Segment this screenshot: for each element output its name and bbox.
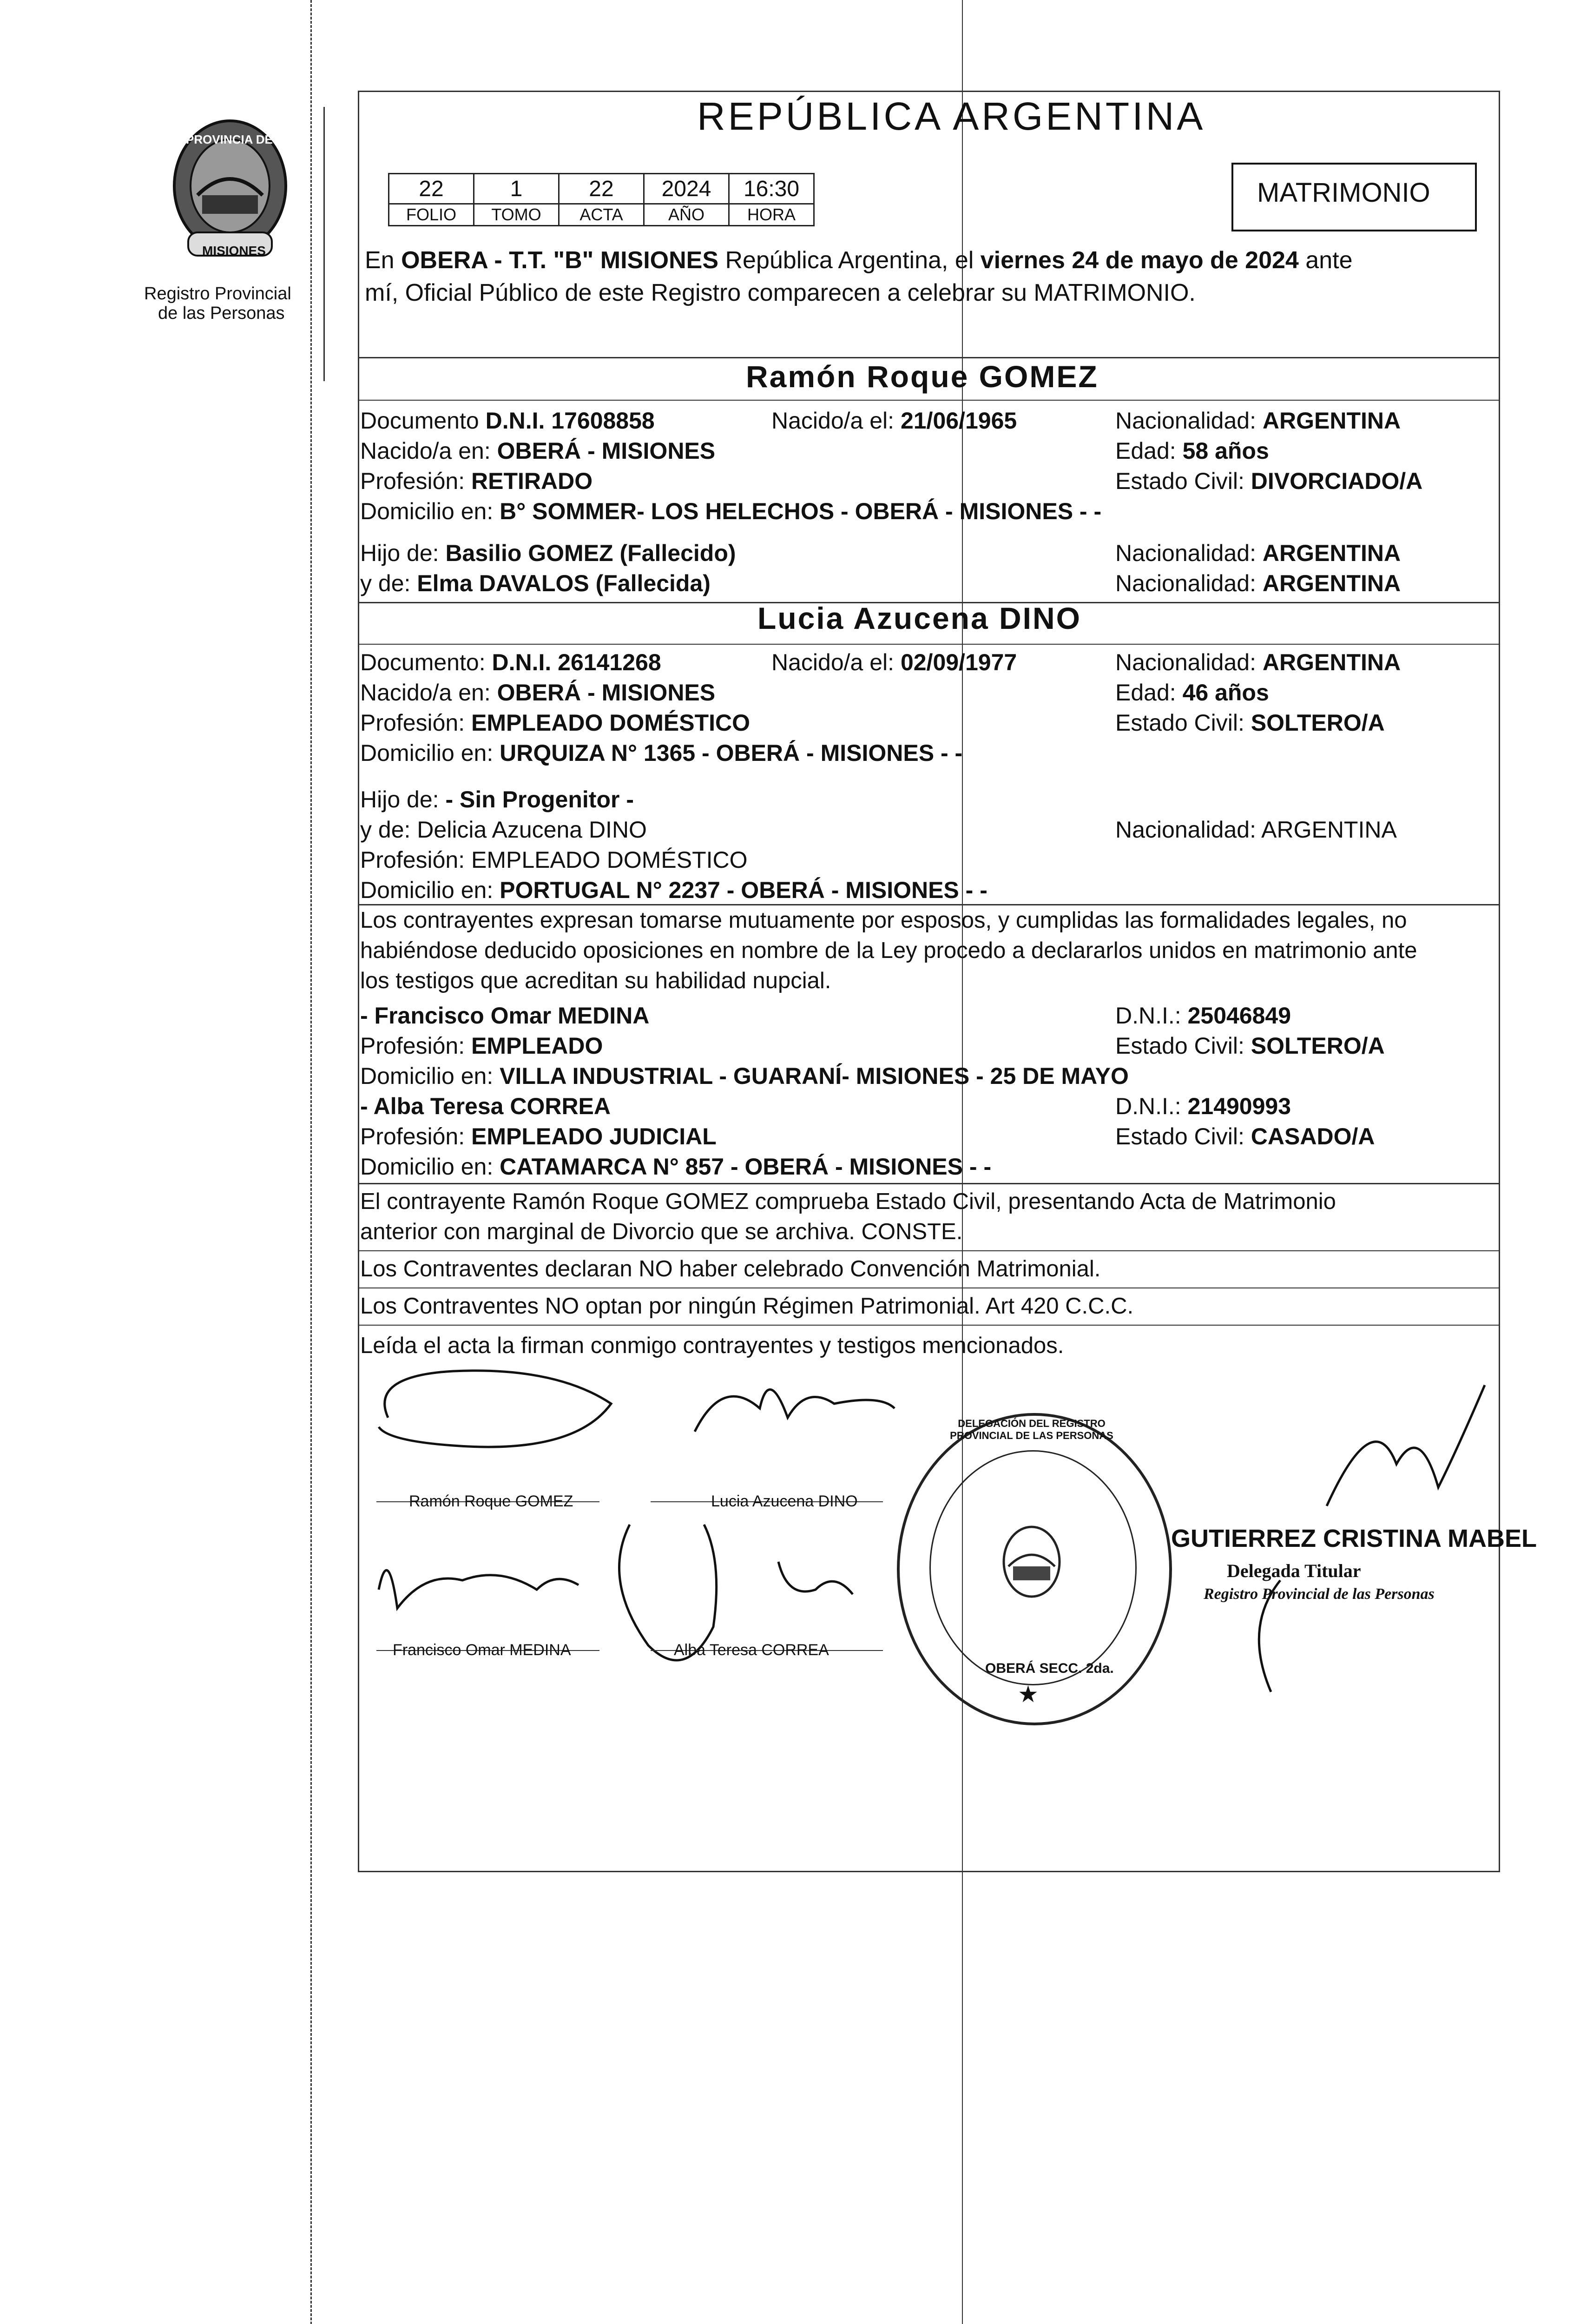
signature-3-icon [379, 1570, 579, 1608]
party2-mother-dom-label: Domicilio en: [360, 877, 500, 903]
party2-mother-value: Delicia Azucena DINO [417, 817, 647, 843]
signature-caption-1: Ramón Roque GOMEZ [409, 1492, 573, 1510]
party2-age-label: Edad: [1115, 680, 1183, 706]
party2-mother-nat-label: Nacionalidad: [1115, 817, 1262, 843]
party1-civil-value: DIVORCIADO/A [1251, 468, 1423, 494]
party2-nat-value: ARGENTINA [1262, 649, 1401, 675]
party1-place [360, 437, 715, 465]
rule-party2 [358, 644, 1500, 645]
witness1-dni-value: 25046849 [1187, 1003, 1291, 1029]
signature-1-icon [379, 1371, 611, 1447]
frame-bottom [358, 1871, 1500, 1872]
tomo-value: 1 [474, 174, 559, 204]
intro-line2: mí, Oficial Público de este Registro comparecen a celebrar su MATRIMONIO. [365, 279, 1196, 306]
party2-place-label: Nacido/a en: [360, 680, 497, 706]
party1-civil [1115, 467, 1422, 495]
party1-born [771, 407, 1017, 435]
party2-mother-prof-label: Profesión: [360, 847, 472, 873]
party2-age-value: 46 años [1182, 680, 1269, 706]
party2-prof-label: Profesión: [360, 710, 472, 736]
party2-dom-label: Domicilio en: [360, 740, 500, 766]
anio-value: 2024 [644, 174, 729, 204]
witness2-prof [360, 1122, 717, 1150]
party2-doc-label: Documento: [360, 649, 492, 675]
party1-dom-label: Domicilio en: [360, 498, 500, 524]
signature-5-icon [778, 1562, 853, 1594]
party1-mother-nat [1115, 569, 1401, 597]
party2-prof [360, 709, 750, 737]
party1-prof-value: RETIRADO [471, 468, 593, 494]
party1-father-label: Hijo de: [360, 540, 446, 566]
folio-value: 22 [389, 174, 474, 204]
note3: Los Contraventes NO optan por ningún Régimen Patrimonial. Art 420 C.C.C. [360, 1294, 1134, 1319]
declaration-line3: los testigos que acreditan su habilidad nupcial. [360, 968, 831, 993]
intro-date: viernes 24 de mayo de 2024 [980, 247, 1299, 274]
party2-age [1115, 679, 1269, 706]
official-office: Registro Provincial de las Personas [1204, 1585, 1435, 1603]
party2-mother-prof [360, 846, 748, 874]
party2-father-value: - Sin Progenitor - [445, 786, 634, 812]
witness2-dni-label: D.N.I.: [1115, 1093, 1188, 1119]
witness1-dom-value: VILLA INDUSTRIAL - GUARANÍ- MISIONES - 25 DE MAYO [500, 1063, 1129, 1089]
rule-note2 [358, 1287, 1500, 1288]
party2-father-label: Hijo de: [360, 786, 446, 812]
note1-line1: El contrayente Ramón Roque GOMEZ comprueba Estado Civil, presentando Acta de Matrimonio [360, 1189, 1336, 1214]
party1-nat [1115, 407, 1401, 435]
party2-nat [1115, 648, 1401, 676]
witness2-prof-value: EMPLEADO JUDICIAL [471, 1123, 717, 1149]
party1-doc-value: D.N.I. 17608858 [485, 408, 655, 434]
signature-caption-2: Lucia Azucena DINO [711, 1492, 858, 1510]
signature-caption-4: Alba Teresa CORREA [674, 1641, 829, 1659]
party2-civil [1115, 709, 1385, 737]
party1-nat-label: Nacionalidad: [1115, 408, 1263, 434]
intro-line1 [365, 246, 1353, 274]
emblem-caption-bottom: MISIONES [202, 244, 266, 258]
witness1-dni [1115, 1002, 1291, 1030]
witness2-dni-value: 21490993 [1187, 1093, 1291, 1119]
party1-mother-label: y de: [360, 570, 417, 596]
registry-caption-line1: Registro Provincial [144, 284, 291, 304]
acta-label: ACTA [559, 204, 644, 226]
witness1-civil [1115, 1032, 1385, 1060]
party1-age-value: 58 años [1182, 438, 1269, 464]
seal-ring-text: DELEGACIÓN DEL REGISTRO PROVINCIAL DE LAS PERSONAS [950, 1418, 1113, 1441]
frame-top [358, 91, 1500, 92]
rule-after-intro [358, 357, 1500, 358]
party1-mother-value: Elma DAVALOS (Fallecida) [417, 570, 711, 596]
witness1-civil-value: SOLTERO/A [1251, 1033, 1385, 1059]
party1-age [1115, 437, 1269, 465]
seal-star-icon: ★ [1018, 1681, 1039, 1707]
acta-value: 22 [559, 174, 644, 204]
party1-name: Ramón Roque GOMEZ [746, 359, 1099, 394]
party1-dom [360, 497, 1101, 525]
party2-born [771, 648, 1017, 676]
party1-place-label: Nacido/a en: [360, 438, 497, 464]
party1-father-nat [1115, 539, 1401, 567]
rule-note3 [358, 1325, 1500, 1326]
witness2-dni [1115, 1092, 1291, 1120]
document-title: REPÚBLICA ARGENTINA [697, 94, 1206, 138]
hora-value: 16:30 [729, 174, 814, 204]
party1-prof-label: Profesión: [360, 468, 472, 494]
anio-label: AÑO [644, 204, 729, 226]
hora-label: HORA [729, 204, 814, 226]
party1-born-value: 21/06/1965 [900, 408, 1017, 434]
witness1-civil-label: Estado Civil: [1115, 1033, 1251, 1059]
party1-father [360, 539, 736, 567]
witness1-prof [360, 1032, 603, 1060]
official-name: GUTIERREZ CRISTINA MABEL [1171, 1525, 1537, 1552]
signature-caption-3: Francisco Omar MEDINA [393, 1641, 571, 1659]
intro-middle: República Argentina, el [718, 247, 981, 274]
party2-dom [360, 739, 962, 767]
official-role: Delegada Titular [1227, 1560, 1361, 1581]
party1-doc-label: Documento [360, 408, 486, 434]
note2: Los Contraventes declaran NO haber celebrado Convención Matrimonial. [360, 1256, 1101, 1281]
rule-after-party2 [358, 904, 1500, 905]
party1-father-nat-label: Nacionalidad: [1115, 540, 1263, 566]
party2-prof-value: EMPLEADO DOMÉSTICO [471, 710, 750, 736]
margin-line-inner [323, 107, 325, 381]
party2-mother-prof-value: EMPLEADO DOMÉSTICO [471, 847, 748, 873]
party2-civil-value: SOLTERO/A [1251, 710, 1385, 736]
intro-suffix: ante [1298, 247, 1353, 274]
margin-line-left [310, 0, 312, 2324]
witness1-dni-label: D.N.I.: [1115, 1003, 1188, 1029]
party1-father-nat-value: ARGENTINA [1262, 540, 1401, 566]
note4: Leída el acta la firman conmigo contrayentes y testigos mencionados. [360, 1333, 1064, 1358]
party1-place-value: OBERÁ - MISIONES [497, 438, 716, 464]
party1-doc [360, 407, 655, 435]
party1-mother-nat-label: Nacionalidad: [1115, 570, 1263, 596]
signature-2-icon [695, 1390, 895, 1432]
folio-label: FOLIO [389, 204, 474, 226]
witness1-name: - Francisco Omar MEDINA [360, 1003, 650, 1029]
witness1-prof-value: EMPLEADO [471, 1033, 603, 1059]
party2-nat-label: Nacionalidad: [1115, 649, 1263, 675]
party1-prof [360, 467, 592, 495]
party2-mother [360, 816, 647, 844]
party2-civil-label: Estado Civil: [1115, 710, 1251, 736]
witness2-name: - Alba Teresa CORREA [360, 1093, 611, 1119]
party1-dom-value: B° SOMMER- LOS HELECHOS - OBERÁ - MISIONES - - [500, 498, 1102, 524]
party1-nat-value: ARGENTINA [1262, 408, 1401, 434]
witness2-civil [1115, 1122, 1375, 1150]
party2-mother-nat-value: ARGENTINA [1261, 817, 1397, 843]
party2-place [360, 679, 715, 706]
emblem-caption-top: PROVINCIA DE [186, 132, 273, 146]
rule-party1 [358, 400, 1500, 401]
seal-emblem-icon [994, 1520, 1069, 1604]
record-type: MATRIMONIO [1257, 178, 1430, 208]
party2-mother-nat [1115, 816, 1397, 844]
party2-doc-value: D.N.I. 26141268 [492, 649, 661, 675]
intro-prefix: En [365, 247, 402, 274]
registry-caption-line2: de las Personas [158, 304, 285, 323]
intro-place: OBERA - T.T. "B" MISIONES [401, 247, 719, 274]
party1-age-label: Edad: [1115, 438, 1183, 464]
witness1-dom [360, 1062, 1129, 1090]
witness2-dom-label: Domicilio en: [360, 1154, 500, 1180]
record-fields-table [388, 173, 815, 226]
rule-note1 [358, 1250, 1500, 1251]
party2-mother-label: y de: [360, 817, 417, 843]
party1-civil-label: Estado Civil: [1115, 468, 1251, 494]
witness1-dom-label: Domicilio en: [360, 1063, 500, 1089]
party1-father-value: Basilio GOMEZ (Fallecido) [445, 540, 736, 566]
witness2-dom [360, 1153, 991, 1181]
declaration-line2: habiéndose deducido oposiciones en nombre de la Ley procedo a declararlos unidos en matrimonio ante [360, 938, 1417, 963]
party2-dom-value: URQUIZA N° 1365 - OBERÁ - MISIONES - - [500, 740, 963, 766]
party2-mother-dom-value: PORTUGAL N° 2237 - OBERÁ - MISIONES - - [500, 877, 988, 903]
seal-bottom-text: OBERÁ SECC. 2da. [985, 1661, 1114, 1676]
rule-after-witnesses [358, 1183, 1500, 1184]
tomo-label: TOMO [474, 204, 559, 226]
declaration-line1: Los contrayentes expresan tomarse mutuamente por esposos, y cumplidas las formalidades legales, no [360, 908, 1407, 933]
party2-father [360, 786, 634, 813]
witness2-civil-label: Estado Civil: [1115, 1123, 1251, 1149]
witness2-dom-value: CATAMARCA N° 857 - OBERÁ - MISIONES - - [500, 1154, 992, 1180]
party1-mother-nat-value: ARGENTINA [1262, 570, 1401, 596]
party2-name: Lucia Azucena DINO [757, 601, 1082, 635]
witness2-civil-value: CASADO/A [1251, 1123, 1375, 1149]
note1-line2: anterior con marginal de Divorcio que se archiva. CONSTE. [360, 1219, 963, 1244]
party2-mother-dom [360, 876, 988, 904]
party1-mother [360, 569, 711, 597]
party2-born-label: Nacido/a el: [771, 649, 901, 675]
party1-born-label: Nacido/a el: [771, 408, 901, 434]
witness2-prof-label: Profesión: [360, 1123, 472, 1149]
party2-place-value: OBERÁ - MISIONES [497, 680, 716, 706]
party2-doc [360, 648, 661, 676]
party2-born-value: 02/09/1977 [900, 649, 1017, 675]
witness1-prof-label: Profesión: [360, 1033, 472, 1059]
